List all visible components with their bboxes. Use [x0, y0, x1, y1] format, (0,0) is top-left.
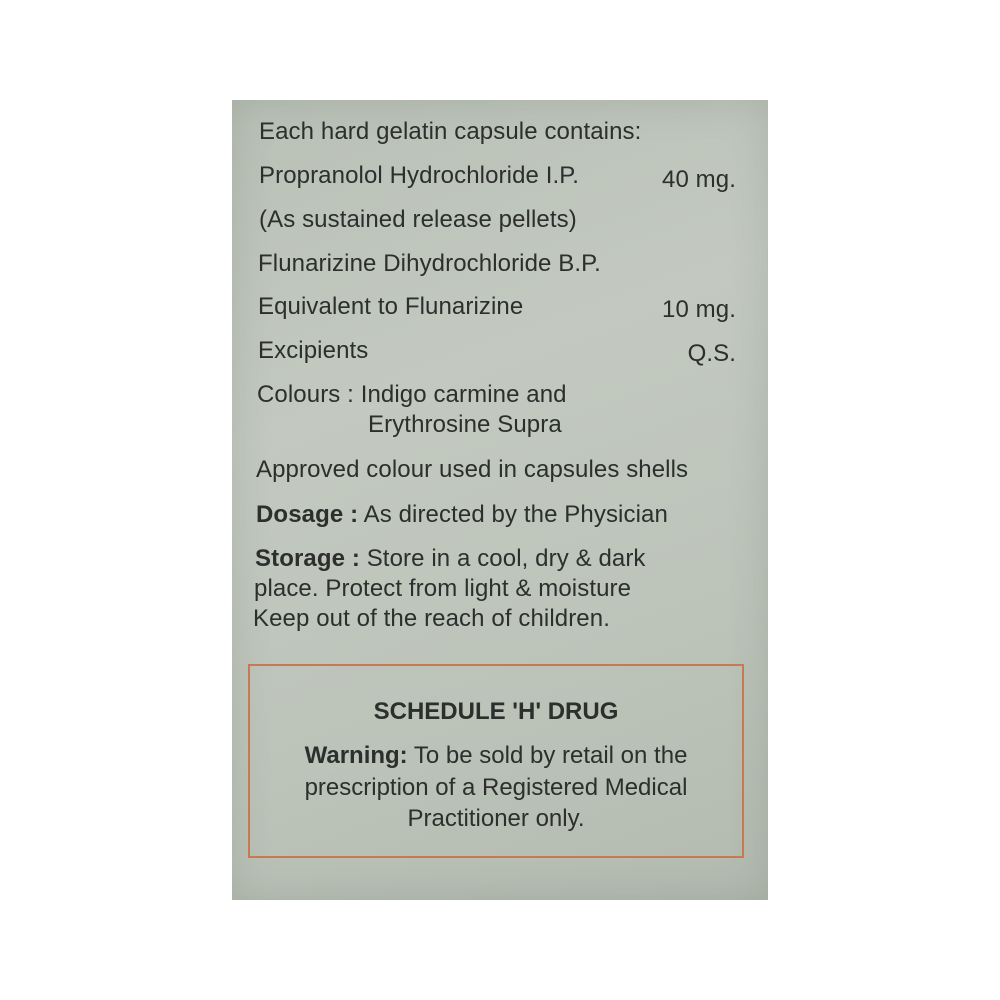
warning-label: Warning:	[304, 742, 408, 769]
warning-line-3: Practitioner only.	[407, 805, 585, 832]
colours-line-1: Colours : Indigo carmine and	[257, 381, 567, 408]
propranolol-dose: 40 mg.	[662, 166, 736, 193]
flunarizine-name: Flunarizine Dihydrochloride B.P.	[258, 250, 601, 277]
colours-line-2: Erythrosine Supra	[368, 411, 562, 438]
dosage-text: As directed by the Physician	[363, 501, 668, 528]
equivalent-dose: 10 mg.	[662, 296, 736, 323]
excipients-name: Excipients	[258, 337, 369, 364]
warning-line-2: prescription of a Registered Medical	[304, 774, 688, 801]
approved-colour-note: Approved colour used in capsules shells	[256, 456, 689, 483]
dosage-label: Dosage :	[256, 501, 359, 528]
schedule-h-box	[248, 664, 744, 858]
storage-line-1	[255, 545, 646, 573]
composition-heading: Each hard gelatin capsule contains:	[259, 118, 642, 145]
storage-label: Storage :	[255, 545, 360, 572]
equivalent-name: Equivalent to Flunarizine	[258, 293, 524, 320]
storage-text-1: Store in a cool, dry & dark	[366, 545, 646, 572]
release-note: (As sustained release pellets)	[259, 206, 577, 233]
warning-line-1	[250, 740, 742, 771]
dosage-line	[256, 501, 668, 529]
schedule-title: SCHEDULE 'H' DRUG	[373, 698, 619, 725]
storage-text-2: place. Protect from light & moisture	[254, 575, 632, 602]
warning-text-1: To be sold by retail on the	[413, 742, 688, 769]
storage-text-3: Keep out of the reach of children.	[253, 605, 610, 632]
propranolol-name: Propranolol Hydrochloride I.P.	[259, 162, 580, 189]
excipients-dose: Q.S.	[687, 340, 736, 367]
